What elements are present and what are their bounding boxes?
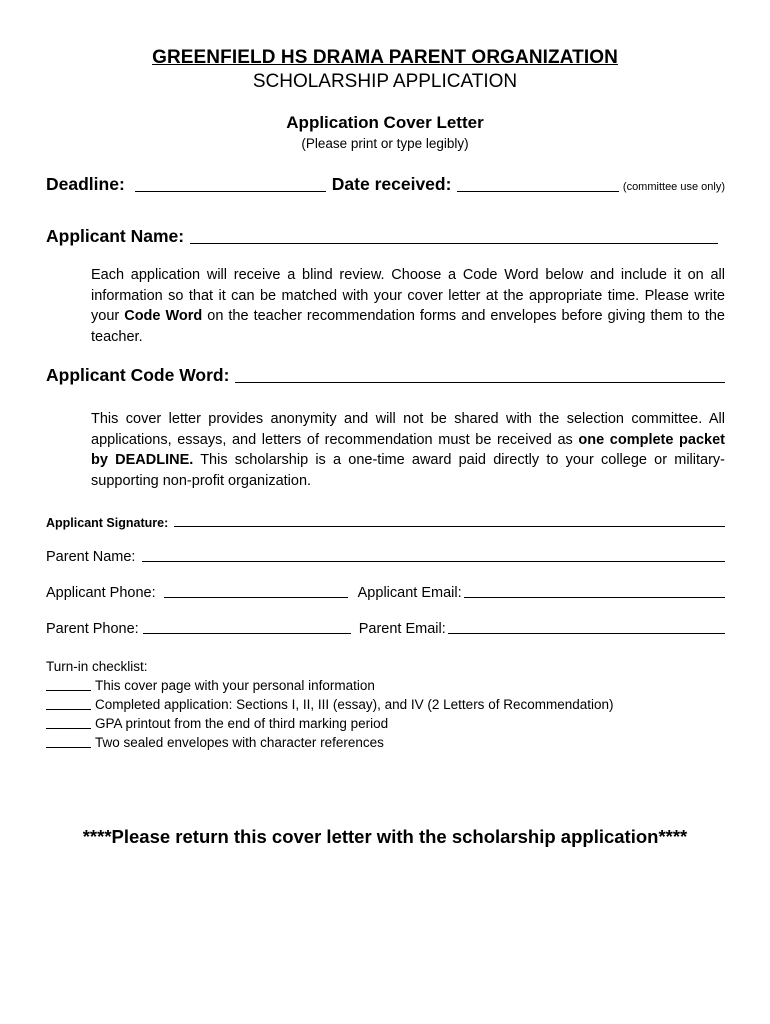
checklist-blank[interactable] [46, 746, 91, 748]
checklist-item-label: This cover page with your personal information [95, 678, 375, 693]
checklist-blank[interactable] [46, 727, 91, 729]
checklist-title: Turn-in checklist: [46, 659, 148, 674]
applicant-email-label: Applicant Email: [357, 585, 462, 601]
paragraph1-text-start: Each application will receive a blind review. Choose a Code Word below and include it on all information so that it can be matched with your cover letter at the appropriate time. Please write your [91, 267, 725, 324]
paragraph1-text-end: on the teacher recommendation forms and envelopes before giving them to the teacher. [91, 308, 725, 345]
applicant-email-field[interactable] [464, 596, 725, 598]
parent-name-field[interactable] [142, 560, 725, 562]
signature-field[interactable] [174, 525, 725, 527]
checklist-blank[interactable] [46, 708, 91, 710]
anonymity-paragraph [91, 409, 725, 491]
paragraph2-text-end: This scholarship is a one-time award paid directly to your college or military-supporting non-profit organization. [91, 452, 726, 489]
applicant-name-field[interactable] [190, 242, 718, 244]
applicant-phone-label: Applicant Phone: [46, 585, 156, 601]
signature-label: Applicant Signature: [46, 516, 169, 530]
paragraph2-text-start: This cover letter provides anonymity and will not be shared with the selection committee. All applications, essays, and letters of recommendation must be received as [91, 411, 725, 448]
applicant-name-row [46, 226, 718, 247]
code-word-row [46, 365, 725, 386]
checklist-item [46, 676, 614, 695]
paragraph1-code-word-bold: Code Word [124, 308, 203, 324]
deadline-field[interactable] [135, 190, 326, 192]
checklist-item-label: Completed application: Sections I, II, III (essay), and IV (2 Letters of Recommendation) [95, 697, 614, 712]
date-received-label: Date received: [331, 174, 452, 194]
application-title: SCHOLARSHIP APPLICATION [252, 71, 518, 92]
deadline-label: Deadline: [46, 174, 125, 194]
blind-review-paragraph [91, 265, 725, 347]
code-word-label: Applicant Code Word: [46, 365, 230, 385]
parent-email-field[interactable] [448, 632, 725, 634]
turn-in-checklist [46, 657, 614, 752]
parent-name-row [46, 549, 725, 565]
parent-email-label: Parent Email: [358, 621, 446, 637]
checklist-item-label: Two sealed envelopes with character references [95, 735, 384, 750]
parent-phone-label: Parent Phone: [46, 621, 139, 637]
applicant-contact-row [46, 585, 725, 601]
signature-row [46, 516, 725, 530]
committee-use-note: (committee use only) [622, 181, 725, 193]
parent-name-label: Parent Name: [46, 549, 136, 565]
applicant-phone-field[interactable] [164, 596, 348, 598]
cover-letter-subtitle: (Please print or type legibly) [301, 136, 469, 151]
code-word-field[interactable] [235, 381, 725, 383]
checklist-item [46, 714, 614, 733]
deadline-row [46, 174, 725, 195]
checklist-item [46, 733, 614, 752]
parent-contact-row [46, 621, 725, 637]
return-reminder: ****Please return this cover letter with the scholarship application**** [82, 826, 688, 847]
checklist-item-label: GPA printout from the end of third marking period [95, 716, 389, 731]
date-received-field[interactable] [457, 190, 618, 192]
applicant-name-label: Applicant Name: [46, 226, 185, 246]
checklist-item [46, 695, 614, 714]
organization-title: GREENFIELD HS DRAMA PARENT ORGANIZATION [152, 47, 618, 68]
checklist-blank[interactable] [46, 689, 91, 691]
cover-letter-title: Application Cover Letter [286, 113, 484, 132]
paragraph2-packet-bold: one complete packet by DEADLINE. [91, 431, 726, 468]
parent-phone-field[interactable] [143, 632, 351, 634]
